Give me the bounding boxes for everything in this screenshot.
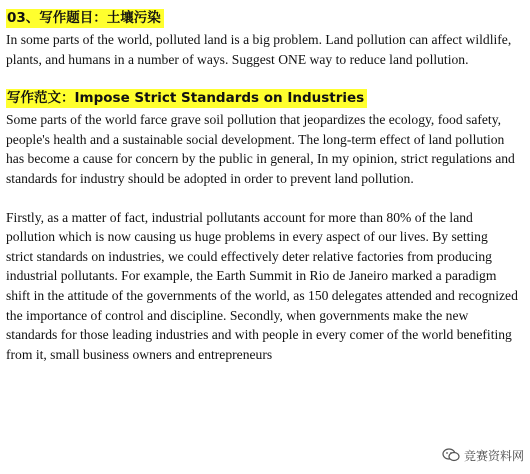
sample-paragraph-1: Some parts of the world farce grave soil pollution that jeopardizes the ecology, food safety, people's health and a sustainable social development. The long-term effect of land pollution has become a cause for concern by the public in general, In my opinion, strict regulations and standards for industry should be adopted in order to prevent land pollution. — [6, 112, 515, 186]
sample-heading: 写作范文：Impose Strict Standards on Industries — [6, 89, 367, 108]
task-heading: 03、写作题目：土壤污染 — [6, 9, 164, 28]
watermark-text: 竞赛资料网 — [463, 448, 524, 463]
sample-paragraph-2: Firstly, as a matter of fact, industrial pollutants account for more than 80% of the land pollution which is now causing us huge problems in every aspect of our lives. By setting strict standards on industries, we could effectively deter relative factories from producing industrial pollutants. For example, the Earth Summit in Rio de Janeiro marked a paradigm shift in the attitude of the governments of the world, as 150 delegates attended and recognized the importance of control and discipline. Secondly, when governments make the new standards for those leading industries and with people in every comer of the world benefiting from it, small business owners and entrepreneurs — [6, 209, 518, 362]
watermark — [442, 446, 524, 464]
wechat-icon — [442, 448, 460, 462]
task-prompt: In some parts of the world, polluted land is a big problem. Land pollution can affect wildlife, plants, and humans in a number of ways. Suggest ONE way to reduce land pollution. — [6, 32, 512, 67]
